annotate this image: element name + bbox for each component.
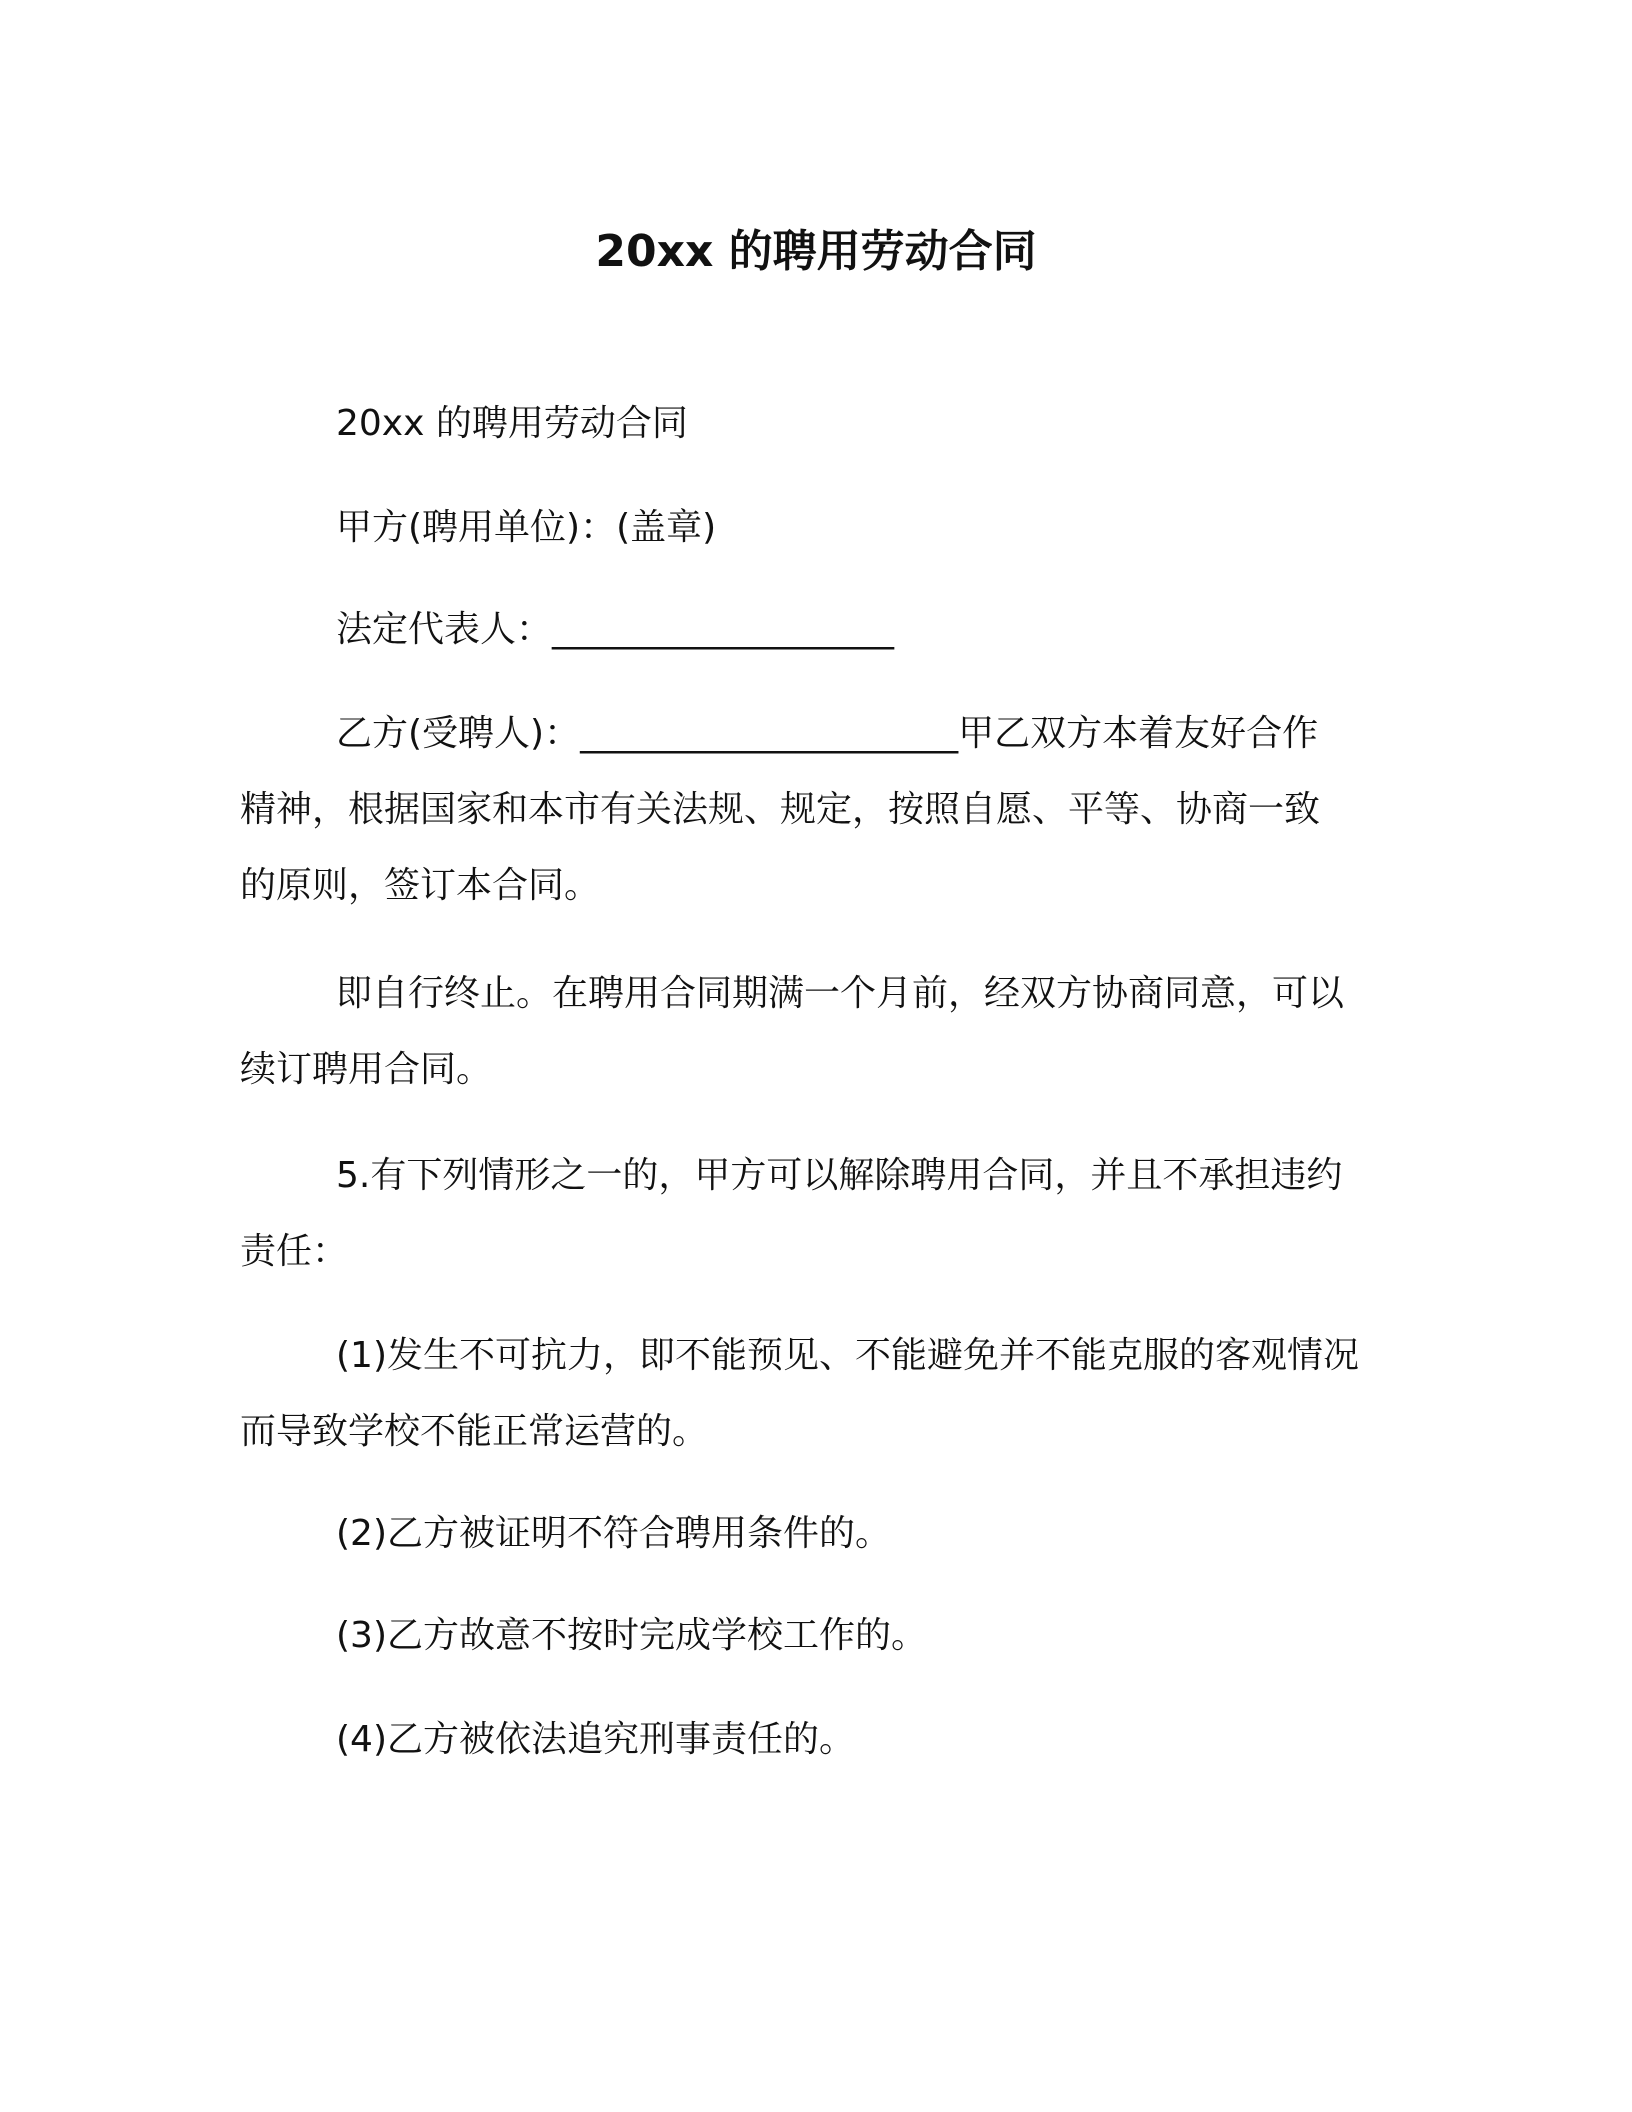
paragraph-line: 即自行终止。在聘用合同期满一个月前，经双方协商同意，可以	[336, 973, 1345, 1014]
paragraph-item-1	[240, 1318, 1400, 1470]
paragraph-line: (1)发生不可抗力，即不能预见、不能避免并不能克服的客观情况	[336, 1335, 1359, 1376]
paragraph-party-b	[240, 696, 1400, 924]
paragraph-legal-representative	[240, 592, 1400, 668]
paragraph-line: 乙方(受聘人)：_____________________甲乙双方本着友好合作	[336, 713, 1319, 754]
paragraph-heading-repeat	[240, 386, 1400, 462]
paragraph-line: 的原则，签订本合同。	[240, 865, 601, 906]
paragraph-line: 责任：	[240, 1231, 349, 1272]
paragraph-line: 甲方(聘用单位)：(盖章)	[336, 507, 717, 548]
paragraph-party-a	[240, 490, 1400, 566]
paragraph-item-3	[240, 1598, 1400, 1674]
document-title: 20xx 的聘用劳动合同	[595, 226, 1037, 277]
paragraph-line: (3)乙方故意不按时完成学校工作的。	[336, 1615, 927, 1656]
paragraph-line: 20xx 的聘用劳动合同	[336, 403, 688, 444]
paragraph-line: 而导致学校不能正常运营的。	[240, 1411, 709, 1452]
paragraph-item-2	[240, 1496, 1400, 1572]
paragraph-termination	[240, 956, 1400, 1108]
paragraph-line: 5.有下列情形之一的，甲方可以解除聘用合同，并且不承担违约	[336, 1155, 1343, 1196]
paragraph-line: (2)乙方被证明不符合聘用条件的。	[336, 1513, 891, 1554]
paragraph-clause-5	[240, 1138, 1400, 1290]
paragraph-line: 精神，根据国家和本市有关法规、规定，按照自愿、平等、协商一致	[240, 789, 1321, 830]
paragraph-line: (4)乙方被依法追究刑事责任的。	[336, 1719, 855, 1760]
paragraph-line: 法定代表人：___________________	[336, 609, 895, 650]
paragraph-item-4	[240, 1702, 1400, 1778]
paragraph-line: 续订聘用合同。	[240, 1049, 493, 1090]
